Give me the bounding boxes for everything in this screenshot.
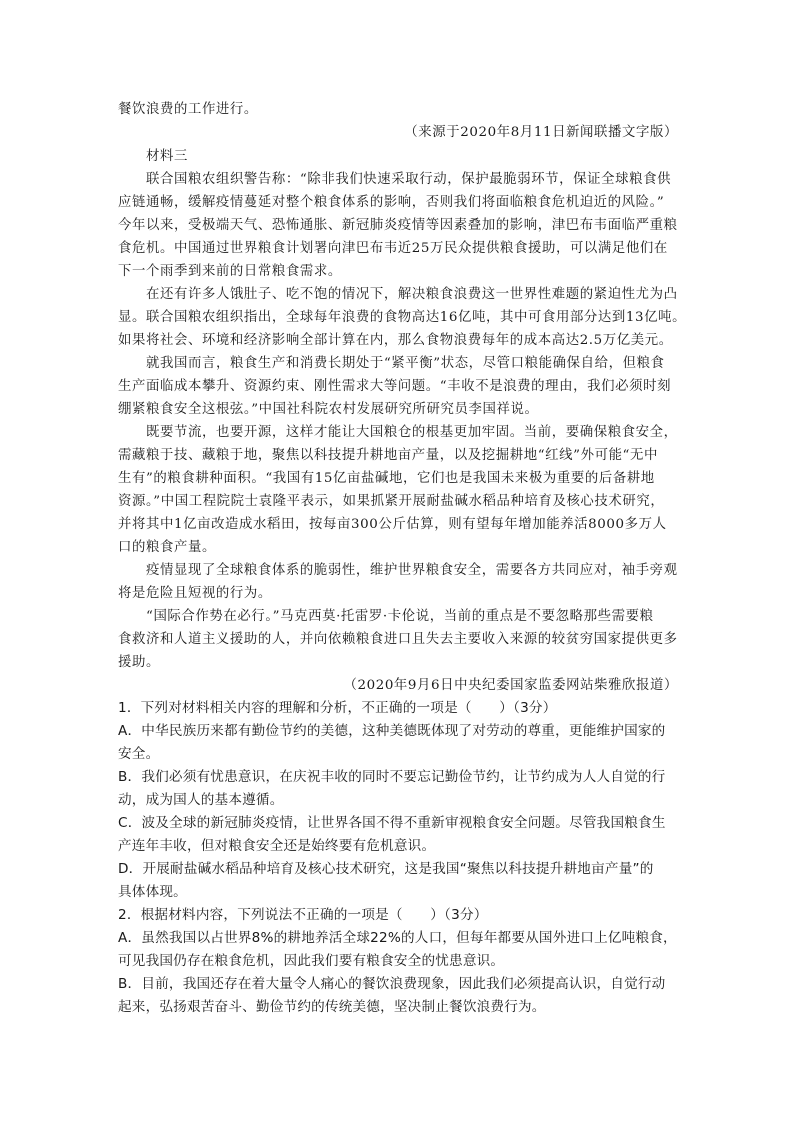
text-line: “国际合作势在必行。”马克西莫·托雷罗·卡伦说，当前的重点是不要忽略那些需要粮 — [146, 609, 654, 624]
text-line: 疫情显现了全球粮食体系的脆弱性，维护世界粮食安全，需要各方共同应对，袖手旁观 — [146, 563, 678, 578]
text-line: 就我国而言，粮食生产和消费长期处于“紧平衡”状态，尽管口粮能确保自给，但粮食 — [146, 356, 665, 371]
text-line: 应链通畅，缓解疫情蔓延对整个粮食体系的影响，否则我们将面临粮食危机迫近的风险。” — [118, 195, 665, 210]
text-line: 联合国粮农组织警告称：“除非我们快速采取行动，保护最脆弱环节，保证全球粮食供 — [146, 172, 672, 187]
text-line: 如果将社会、环境和经济影响全部计算在内，那么食物浪费每年的成本高达2.5万亿美元。 — [118, 333, 673, 348]
section-heading: 材料三 — [146, 149, 188, 164]
option-c-cont: 产连年丰收，但对粮食安全还是始终要有危机意识。 — [118, 838, 436, 854]
text-line: 将是危险且短视的行为。 — [118, 586, 272, 601]
option-a-cont: 安全。 — [118, 746, 160, 762]
option-c: C．波及全球的新冠肺炎疫情，让世界各国不得不重新审视粮食安全问题。尽管我国粮食生 — [118, 815, 666, 831]
source-citation: （来源于2020年8月11日新闻联播文字版） — [404, 125, 678, 140]
text-line: 援助。 — [118, 655, 160, 670]
option-a: A．中华民族历来都有勤俭节约的美德，这种美德既体现了对劳动的尊重，更能维护国家的 — [118, 723, 666, 739]
option-d: D．开展耐盐碱水稻品种培育及核心技术研究，这是我国“聚焦以科技提升耕地亩产量”的 — [118, 861, 654, 877]
text-line: 食救济和人道主义援助的人，并向依赖粮食进口且失去主要收入来源的较贫穷国家提供更多 — [118, 632, 678, 647]
text-line: 显。联合国粮农组织指出，全球每年浪费的食物高达16亿吨，其中可食用部分达到13亿吨。 — [118, 310, 687, 325]
option-a-cont: 可见我国仍存在粮食危机，因此我们要有粮食安全的忧患意识。 — [118, 953, 505, 969]
text-line: 绷紧粮食安全这根弦。”中国社科院农村发展研究所研究员李国祥说。 — [118, 402, 539, 417]
text-line: 口的粮食产量。 — [118, 540, 216, 555]
text-line: 下一个雨季到来前的日常粮食需求。 — [118, 264, 342, 279]
option-b: B．目前，我国还存在着大量令人痛心的餐饮浪费现象，因此我们必须提高认识，自觉行动 — [118, 976, 666, 992]
option-b-cont: 动，成为国人的基本遵循。 — [118, 792, 284, 808]
question-2: 2．根据材料内容，下列说法不正确的一项是（ ）（3分） — [118, 907, 488, 923]
text-line: 生有”的粮食耕种面积。“我国有15亿亩盐碱地，它们也是我国未来极为重要的后备耕地 — [118, 471, 655, 486]
text-line: 食危机。中国通过世界粮食计划署向津巴布韦近25万民众提供粮食援助，可以满足他们在 — [118, 241, 668, 256]
text-line: 资源。”中国工程院院士袁隆平表示，如果抓紧开展耐盐碱水稻品种培育及核心技术研究， — [118, 494, 665, 509]
text-line: 生产面临成本攀升、资源约束、刚性需求大等问题。“丰收不是浪费的理由，我们必须时刻 — [118, 379, 672, 394]
question-1: 1．下列对材料相关内容的理解和分析，不正确的一项是（ ）（3分） — [118, 700, 557, 716]
option-b: B．我们必须有忧患意识，在庆祝丰收的同时不要忘记勤俭节约，让节约成为人人自觉的行 — [118, 769, 666, 785]
text-line: 并将其中1亿亩改造成水稻田，按每亩300公斤估算，则有望每年增加能养活8000多万人 — [118, 517, 667, 532]
option-b-cont: 起来，弘扬艰苦奋斗、勤俭节约的传统美德，坚决制止餐饮浪费行为。 — [118, 999, 546, 1015]
option-d-cont: 具体体现。 — [118, 884, 187, 900]
text-line: 餐饮浪费的工作进行。 — [118, 102, 258, 117]
option-a: A．虽然我国以占世界8%的耕地养活全球22%的人口，但每年都要从国外进口上亿吨粮食， — [118, 930, 677, 946]
text-line: 今年以来，受极端天气、恐怖通胀、新冠肺炎疫情等因素叠加的影响，津巴布韦面临严重粮 — [118, 218, 678, 233]
source-citation: （2020年9月6日中央纪委国家监委网站柴雅欣报道） — [343, 678, 678, 693]
text-line: 既要节流，也要开源，这样才能让大国粮仓的根基更加牢固。当前，要确保粮食安全， — [146, 425, 678, 440]
text-line: 在还有许多人饿肚子、吃不饱的情况下，解决粮食浪费这一世界性难题的紧迫性尤为凸 — [146, 287, 678, 302]
text-line: 需藏粮于技、藏粮于地，聚焦以科技提升耕地亩产量，以及挖掘耕地“红线”外可能“无中 — [118, 448, 658, 463]
